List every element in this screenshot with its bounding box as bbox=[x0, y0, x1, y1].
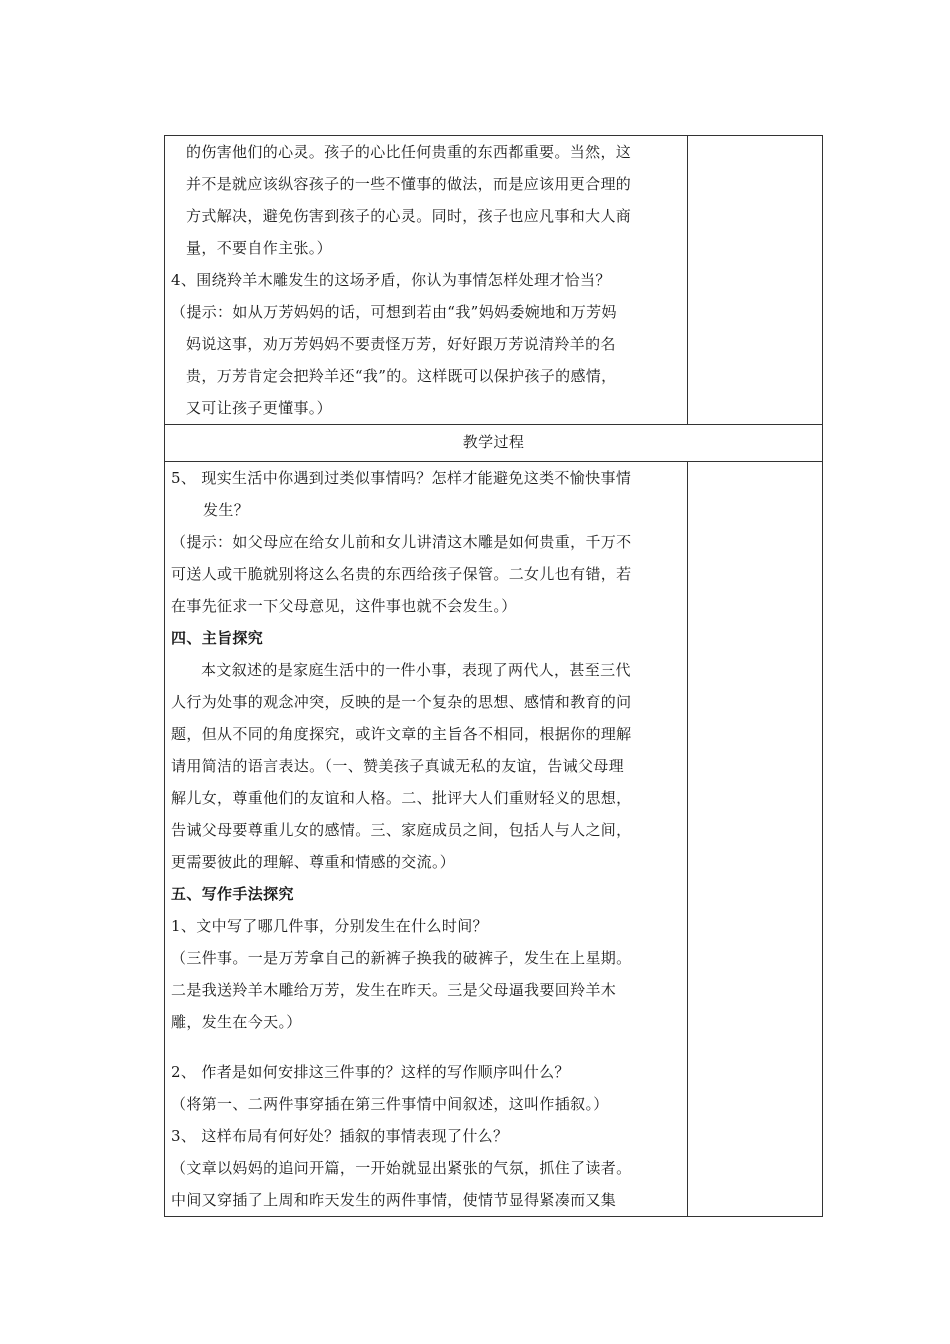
text-line: 并不是就应该纵容孩子的一些不懂事的做法，而是应该用更合理的 bbox=[186, 175, 632, 193]
writing-question-3: 3、 这样布局有何好处？插叙的事情表现了什么？ bbox=[171, 1127, 509, 1145]
side-cell bbox=[687, 462, 822, 1217]
hint-line: 又可让孩子更懂事。） bbox=[186, 399, 333, 417]
theme-line: 告诫父母要尊重儿女的感情。三、家庭成员之间，包括人与人之间， bbox=[171, 821, 632, 839]
side-cell bbox=[687, 136, 822, 425]
hint-line: 在事先征求一下父母意见，这件事也就不会发生。） bbox=[171, 597, 517, 615]
answer-line: （将第一、二两件事穿插在第三件事情中间叙述，这叫作插叙。） bbox=[171, 1095, 609, 1113]
section-heading-writing: 五、写作手法探究 bbox=[171, 885, 294, 903]
answer-line: 中间又穿插了上周和昨天发生的两件事情，使情节显得紧凑而又集 bbox=[171, 1191, 617, 1209]
theme-line: 解儿女，尊重他们的友谊和人格。二、批评大人们重财轻义的思想， bbox=[171, 789, 632, 807]
answer-line: 二是我送羚羊木雕给万芳，发生在昨天。三是父母逼我要回羚羊木 bbox=[171, 981, 617, 999]
question-5: 5、 现实生活中你遇到过类似事情吗？怎样才能避免这类不愉快事情 bbox=[171, 469, 632, 487]
hint-line: 妈说这事，劝万芳妈妈不要责怪万芳，好好跟万芳说清羚羊的名 bbox=[186, 335, 616, 353]
answer-line: （文章以妈妈的追问开篇，一开始就显出紧张的气氛，抓住了读者。 bbox=[171, 1159, 632, 1177]
process-header-cell bbox=[165, 425, 823, 462]
process-header: 教学过程 bbox=[462, 433, 525, 451]
hint-line: 可送人或干脆就别将这么名贵的东西给孩子保管。二女儿也有错，若 bbox=[171, 565, 632, 583]
main-cell-body bbox=[165, 462, 688, 1217]
answer-line: 雕，发生在今天。） bbox=[171, 1013, 302, 1031]
theme-line: 请用简洁的语言表达。（一、赞美孩子真诚无私的友谊，告诫父母理 bbox=[171, 757, 625, 775]
hint-line: （提示：如从万芳妈妈的话，可想到若由“我”妈妈委婉地和万芳妈 bbox=[171, 303, 617, 321]
text-line: 量，不要自作主张。） bbox=[186, 239, 333, 257]
theme-line: 更需要彼此的理解、尊重和情感的交流。） bbox=[171, 853, 456, 871]
question-4: 4、围绕羚羊木雕发生的这场矛盾，你认为事情怎样处理才恰当？ bbox=[171, 271, 611, 289]
hint-line: 贵，万芳肯定会把羚羊还“我”的。这样既可以保护孩子的感情， bbox=[186, 367, 617, 385]
text-line: 的伤害他们的心灵。孩子的心比任何贵重的东西都重要。当然，这 bbox=[186, 143, 632, 161]
hint-line: （提示：如父母应在给女儿前和女儿讲清这木雕是如何贵重，千万不 bbox=[171, 533, 632, 551]
table-row-continuation bbox=[165, 136, 823, 425]
answer-line: （三件事。一是万芳拿自己的新裤子换我的破裤子，发生在上星期。 bbox=[171, 949, 632, 967]
table-row-header bbox=[165, 425, 823, 462]
section-heading-theme: 四、主旨探究 bbox=[171, 629, 264, 647]
theme-line: 人行为处事的观念冲突，反映的是一个复杂的思想、感情和教育的问 bbox=[171, 693, 632, 711]
blank-spacer bbox=[171, 1038, 679, 1056]
theme-line: 本文叙述的是家庭生活中的一件小事，表现了两代人，甚至三代 bbox=[201, 661, 631, 679]
text-line: 方式解决，避免伤害到孩子的心灵。同时，孩子也应凡事和大人商 bbox=[186, 207, 632, 225]
lesson-plan-table bbox=[164, 135, 823, 1217]
theme-line: 题，但从不同的角度探究，或许文章的主旨各不相同，根据你的理解 bbox=[171, 725, 632, 743]
writing-question-2: 2、 作者是如何安排这三件事的？这样的写作顺序叫什么？ bbox=[171, 1063, 570, 1081]
main-cell-continuation bbox=[165, 136, 688, 425]
question-5-cont: 发生？ bbox=[203, 501, 250, 519]
writing-question-1: 1、文中写了哪几件事，分别发生在什么时间？ bbox=[171, 917, 488, 935]
table-row-body bbox=[165, 462, 823, 1217]
